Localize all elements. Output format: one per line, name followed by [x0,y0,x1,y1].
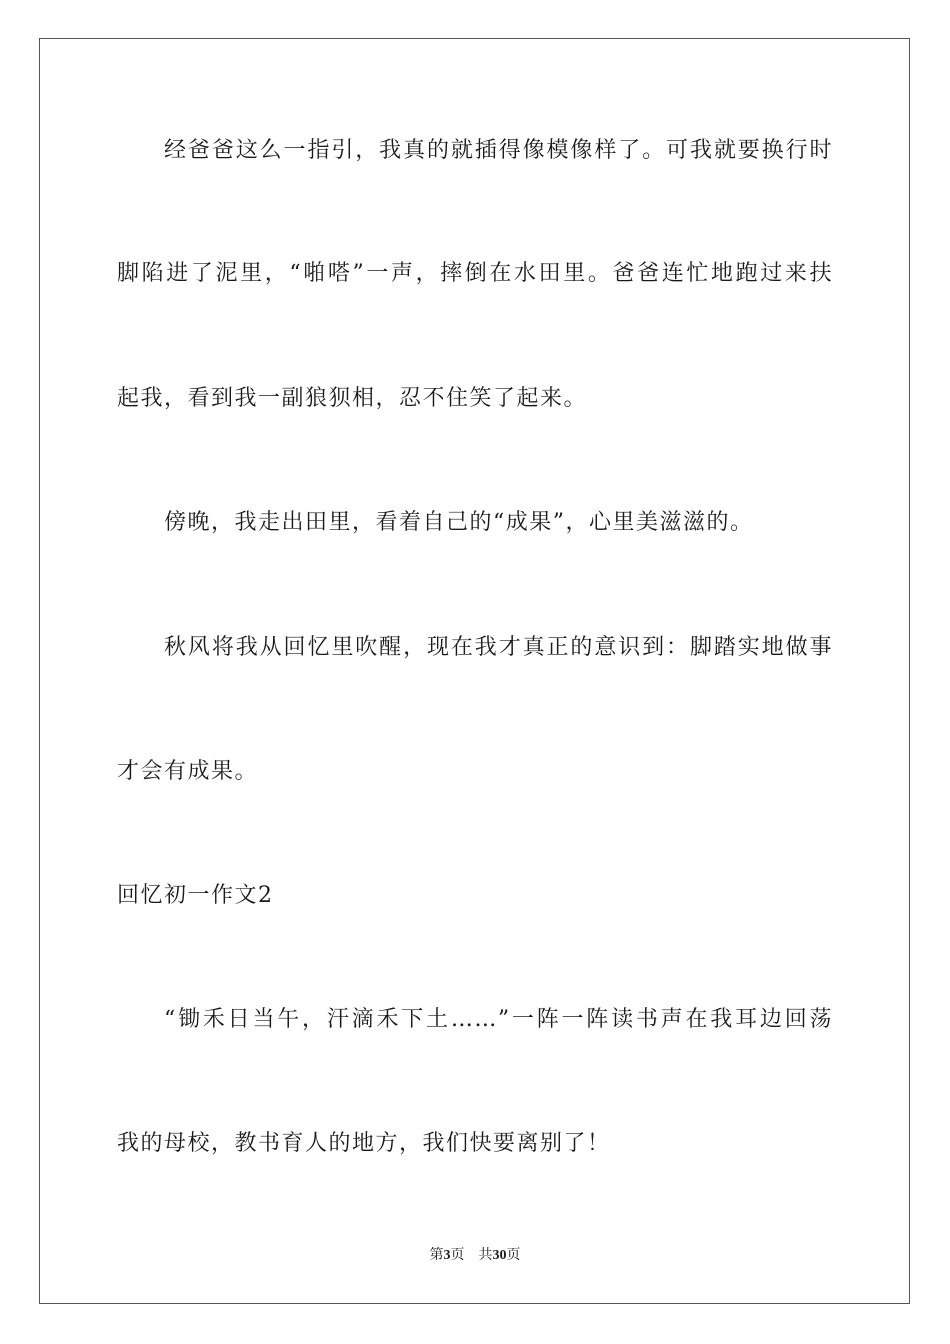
paragraph-line: 傍晚，我走出田里，看着自己的“成果”，心里美滋滋的。 [164,510,754,535]
paragraph-line: 秋风将我从回忆里吹醒，现在我才真正的意识到：脚踏实地做事 [164,635,833,660]
page-border [39,38,910,1304]
section-heading: 回忆初一作文2 [117,883,274,908]
paragraph-line: 我的母校，教书育人的地方，我们快要离别了！ [117,1131,611,1156]
paragraph-line: 才会有成果。 [117,759,259,784]
paragraph-line: 经爸爸这么一指引，我真的就插得像模像样了。可我就要换行时 [164,138,833,163]
footer-page-suffix: 页 [450,1248,465,1263]
footer-page-number: 3 [443,1248,451,1263]
footer-page-prefix: 第 [429,1248,444,1263]
page-footer [0,1246,950,1266]
paragraph-line: “锄禾日当午，汗滴禾下土……”一阵一阵读书声在我耳边回荡 [164,1007,833,1032]
footer-total-prefix: 共 [478,1248,493,1263]
footer-total-suffix: 页 [506,1248,521,1263]
footer-total-pages: 30 [492,1248,507,1263]
paragraph-line: 起我，看到我一副狼狈相，忍不住笑了起来。 [117,386,588,411]
paragraph-line: 脚陷进了泥里，“啪嗒”一声，摔倒在水田里。爸爸连忙地跑过来扶 [117,261,833,286]
